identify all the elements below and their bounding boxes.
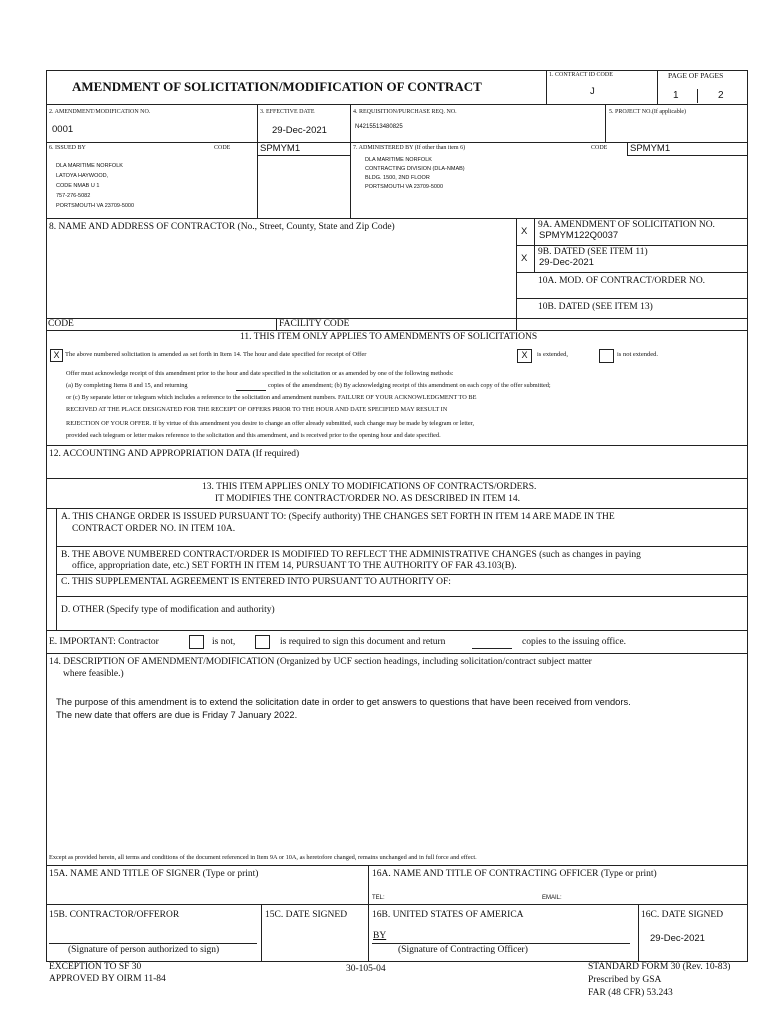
contractor-signature-line[interactable] — [49, 943, 257, 944]
item11-line: (a) By completing Items 8 and 15, and returning — [66, 382, 188, 389]
copies-blank — [236, 390, 266, 391]
amendment-no-label: 2. AMENDMENT/MODIFICATION NO. — [49, 109, 151, 115]
item16c-label: 16C. DATE SIGNED — [641, 910, 724, 920]
page-count: 2 — [718, 90, 724, 101]
item11-checkbox-not-extended[interactable] — [599, 349, 614, 363]
item11-line: RECEIVED AT THE PLACE DESIGNATED FOR THE RECEIPT OF OFFERS PRIOR TO THE HOUR AND DATE SPECIFIED MAY RESULT IN — [66, 406, 448, 413]
item14-label: 14. DESCRIPTION OF AMENDMENT/MODIFICATION (Organized by UCF section headings, including solicitation/contract subject matter — [49, 657, 592, 667]
important-label: E. IMPORTANT: Contractor — [49, 637, 159, 647]
divider — [546, 70, 547, 104]
divider — [534, 218, 535, 272]
item15c-label: 15C. DATE SIGNED — [265, 910, 348, 920]
divider — [46, 478, 748, 479]
page-of-pages-label: PAGE OF PAGES — [668, 71, 724, 80]
issued-by-line: DLA MARITIME NORFOLK — [56, 163, 123, 169]
contractor-signature-caption: (Signature of person authorized to sign) — [68, 945, 220, 955]
item13b-text: B. THE ABOVE NUMBERED CONTRACT/ORDER IS MODIFIED TO REFLECT THE ADMINISTRATIVE CHANGES (such as changes in paying — [61, 550, 641, 560]
item11-heading: 11. THIS ITEM ONLY APPLIES TO AMENDMENTS OF SOLICITATIONS — [240, 332, 538, 342]
administered-by-line: BLDG. 1500, 2ND FLOOR — [365, 175, 430, 181]
administered-by-line: CONTRACTING DIVISION (DLA-NMAB) — [365, 166, 465, 172]
divider — [368, 865, 369, 962]
issued-by-line: PORTSMOUTH VA 23709-5000 — [56, 203, 135, 209]
item9b-value: 29-Dec-2021 — [539, 257, 594, 268]
divider — [516, 218, 517, 330]
divider — [516, 298, 748, 299]
item9b-label: 9B. DATED (SEE ITEM 11) — [538, 247, 648, 257]
divider — [638, 904, 639, 962]
divider — [257, 104, 258, 218]
divider — [46, 653, 748, 654]
item10a-label: 10A. MOD. OF CONTRACT/ORDER NO. — [538, 276, 706, 286]
form-title: AMENDMENT OF SOLICITATION/MODIFICATION OF CONTRACT — [72, 79, 482, 94]
requisition-value: N4215513480825 — [355, 124, 403, 130]
item11-line: REJECTION OF YOUR OFFER. If by virtue of this amendment you desire to change an offer already submitted, such change may be made by telegram or letter, — [66, 420, 475, 427]
contractor-code-label: CODE — [48, 319, 74, 329]
item10b-label: 10B. DATED (SEE ITEM 13) — [538, 302, 653, 312]
item13-heading: 13. THIS ITEM APPLIES ONLY TO MODIFICATIONS OF CONTRACTS/ORDERS. — [202, 482, 537, 492]
divider — [56, 546, 748, 547]
footer-prescribed: Prescribed by GSA — [588, 975, 662, 985]
item13b-text-cont: office, appropriation date, etc.) SET FORTH IN ITEM 14, PURSUANT TO THE AUTHORITY OF FAR 43.103(B). — [72, 561, 517, 571]
footer-standard-form: STANDARD FORM 30 (Rev. 10-83) — [588, 962, 731, 972]
divider — [46, 865, 748, 866]
by-label: BY — [373, 931, 387, 941]
item9a-mark: X — [521, 226, 528, 237]
item16a-label: 16A. NAME AND TITLE OF CONTRACTING OFFICER (Type or print) — [372, 869, 657, 879]
divider — [46, 104, 748, 105]
divider — [56, 596, 748, 597]
effective-date-label: 3. EFFECTIVE DATE — [260, 109, 315, 115]
divider — [46, 330, 748, 331]
page-number: 1 — [673, 90, 679, 101]
amendment-no-value: 0001 — [52, 124, 74, 135]
item15a-label: 15A. NAME AND TITLE OF SIGNER (Type or print) — [49, 869, 259, 879]
item13a-text: A. THIS CHANGE ORDER IS ISSUED PURSUANT TO: (Specify authority) THE CHANGES SET FORTH IN ITEM 14 ARE MADE IN THE — [61, 512, 615, 522]
item14-footnote: Except as provided herein, all terms and conditions of the document referenced in Item 9A or 10A, as heretofore changed, remains unchanged and in full force and effect. — [49, 854, 477, 861]
administered-by-code: SPMYM1 — [630, 143, 671, 154]
divider — [56, 574, 748, 575]
divider — [46, 218, 748, 219]
item16b-label: 16B. UNITED STATES OF AMERICA — [372, 910, 524, 920]
issued-by-code: SPMYM1 — [260, 143, 301, 154]
issued-by-code-label: CODE — [214, 145, 231, 151]
requisition-label: 4. REQUISITION/PURCHASE REQ. NO. — [353, 109, 457, 115]
contract-id-label: 1. CONTRACT ID CODE — [549, 72, 613, 78]
facility-code-label: FACILITY CODE — [279, 319, 350, 329]
divider — [56, 508, 57, 630]
item15b-label: 15B. CONTRACTOR/OFFEROR — [49, 910, 180, 920]
item16c-value: 29-Dec-2021 — [650, 933, 705, 944]
issued-by-line: LATOYA HAYWOOD, — [56, 173, 109, 179]
item11-text: The above numbered solicitation is amended as set forth in Item 14. The hour and date specified for receipt of Offer — [65, 351, 367, 358]
divider — [276, 318, 277, 330]
item11-not-extended-label: is not extended. — [617, 351, 658, 358]
divider — [261, 904, 262, 962]
administered-by-line: DLA MARITIME NORFOLK — [365, 157, 432, 163]
item11-line: or (c) By separate letter or telegram which includes a reference to the solicitation and amendment numbers. FAILURE OF YOUR ACKNOWLEDGMENT TO BE — [66, 394, 477, 401]
divider — [350, 104, 351, 218]
divider — [516, 245, 748, 246]
effective-date-value: 29-Dec-2021 — [272, 125, 327, 136]
item11-line: copies of the amendment; (b) By acknowledging receipt of this amendment on each copy of the offer submitted; — [268, 382, 551, 389]
divider — [697, 89, 698, 103]
item13c-text: C. THIS SUPPLEMENTAL AGREEMENT IS ENTERED INTO PURSUANT TO AUTHORITY OF: — [61, 577, 451, 587]
is-required-checkbox[interactable] — [255, 635, 270, 649]
item13d-text: D. OTHER (Specify type of modification and authority) — [61, 605, 275, 615]
item11-checkbox-amended[interactable]: X — [50, 349, 63, 362]
project-no-label: 5. PROJECT NO.(If applicable) — [609, 109, 687, 115]
administered-by-line: PORTSMOUTH VA 23709-5000 — [365, 184, 444, 190]
item13-subheading: IT MODIFIES THE CONTRACT/ORDER NO. AS DESCRIBED IN ITEM 14. — [215, 494, 520, 504]
issued-by-line: 757-276-5082 — [56, 193, 91, 199]
is-not-checkbox[interactable] — [189, 635, 204, 649]
item14-label-cont: where feasible.) — [63, 669, 124, 679]
divider — [46, 508, 748, 509]
is-required-label: is required to sign this document and return — [280, 637, 446, 647]
item12-label: 12. ACCOUNTING AND APPROPRIATION DATA (If required) — [49, 449, 300, 459]
administered-by-code-label: CODE — [591, 145, 608, 151]
contractor-label: 8. NAME AND ADDRESS OF CONTRACTOR (No., Street, County, State and Zip Code) — [49, 222, 395, 232]
copies-label: copies to the issuing office. — [522, 637, 627, 647]
officer-signature-line[interactable] — [372, 943, 630, 944]
copies-blank — [472, 648, 512, 649]
item9a-value: SPMYM122Q0037 — [539, 230, 619, 241]
email-label: EMAIL: — [542, 895, 562, 901]
item11-line: Offer must acknowledge receipt of this amendment prior to the hour and date specified in the solicitation or as amended by one of the following methods: — [66, 370, 454, 377]
divider — [46, 318, 748, 319]
divider — [46, 904, 748, 905]
contract-id-value: J — [590, 86, 595, 97]
item11-line: provided each telegram or letter makes reference to the solicitation and this amendment, and is received prior to the opening hour and date specified. — [66, 432, 441, 439]
divider — [657, 70, 658, 104]
item14-due-date: The new date that offers are due is Friday 7 January 2022. — [56, 710, 298, 720]
issued-by-line: CODE NMAB U 1 — [56, 183, 100, 189]
footer-approved: APPROVED BY OIRM 11-84 — [49, 974, 166, 984]
divider — [605, 104, 606, 142]
item11-checkbox-extended[interactable]: X — [517, 349, 532, 363]
administered-by-label: 7. ADMINISTERED BY (If other than item 6) — [353, 145, 466, 151]
footer-form-number: 30-105-04 — [346, 964, 386, 974]
item13a-text-cont: CONTRACT ORDER NO. IN ITEM 10A. — [72, 524, 236, 534]
divider — [516, 272, 748, 273]
divider — [46, 445, 748, 446]
item14-description: The purpose of this amendment is to extend the solicitation date in order to get answers to questions that have been received from vendors. — [56, 697, 631, 707]
item11-extended-label: is extended, — [537, 351, 569, 358]
divider — [46, 630, 748, 631]
footer-exception: EXCEPTION TO SF 30 — [49, 962, 142, 972]
officer-signature-caption: (Signature of Contracting Officer) — [398, 945, 528, 955]
tel-label: TEL: — [372, 895, 385, 901]
item9a-label: 9A. AMENDMENT OF SOLICITATION NO. — [538, 220, 715, 230]
is-not-label: is not, — [212, 637, 236, 647]
item9b-mark: X — [521, 253, 528, 264]
footer-far: FAR (48 CFR) 53.243 — [588, 988, 673, 998]
issued-by-label: 6. ISSUED BY — [49, 145, 86, 151]
